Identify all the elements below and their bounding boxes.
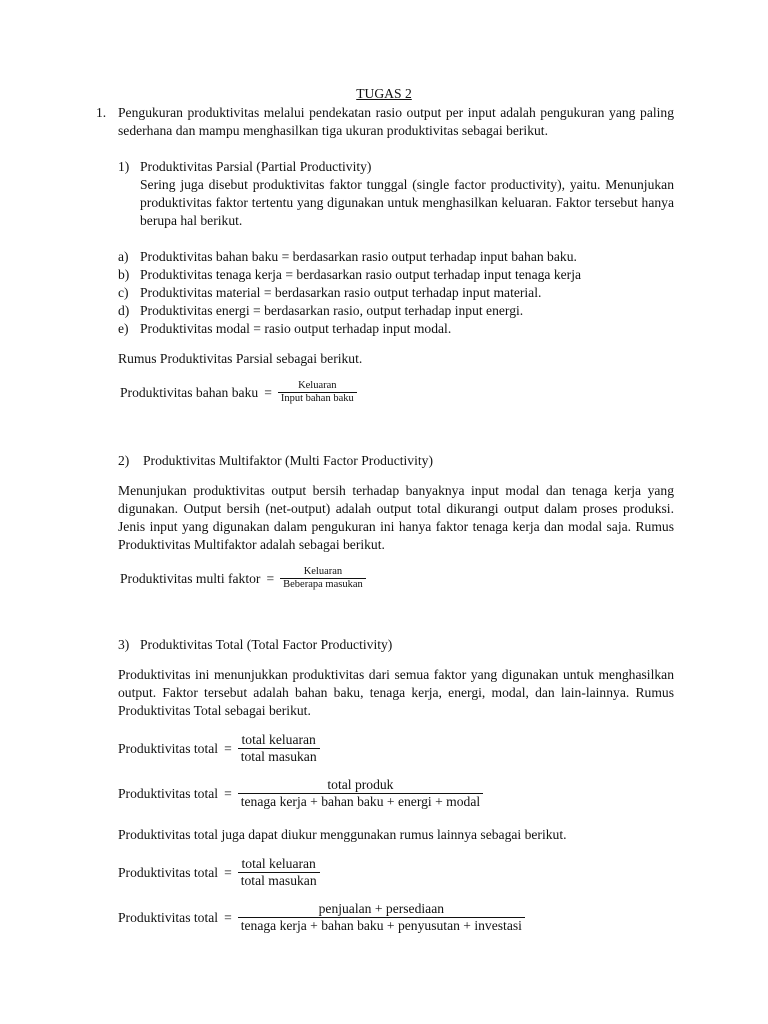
formula-lhs: Produktivitas total — [118, 740, 219, 756]
equals-sign: = — [224, 864, 232, 880]
equals-sign: = — [266, 570, 275, 586]
section-number: 1) — [118, 159, 130, 174]
fraction — [238, 901, 525, 934]
formula-lhs: Produktivitas total — [118, 864, 219, 880]
fraction — [238, 732, 320, 765]
formula-total-3 — [118, 856, 320, 889]
formula-lhs: Produktivitas bahan baku — [120, 384, 259, 400]
equals-sign: = — [224, 909, 232, 925]
formula-total-4 — [118, 901, 525, 934]
formula-intro: Rumus Produktivitas Parsial sebagai berikut. — [118, 351, 363, 366]
section-description: Menunjukan produktivitas output bersih terhadap banyaknya input modal dan tenaga kerja yang digunakan. Output bersih (net-output) adalah output total dikurangi output dalam proses produksi. Jenis input yang digunakan dalam pengukuran ini hanya faktor tenaga kerja dan modal saja. Rumus Produktivitas Multifaktor adalah sebagai berikut. — [118, 483, 674, 552]
fraction-numerator: Keluaran — [298, 380, 337, 391]
list-marker: e) — [118, 321, 129, 336]
question-text: Pengukuran produktivitas melalui pendekatan rasio output per input adalah pengukuran yang paling sederhana dan mampu menghasilkan tiga ukuran produktivitas sebagai berikut. — [118, 105, 674, 138]
section-number: 2) — [118, 453, 130, 468]
formula-total-1 — [118, 732, 320, 765]
fraction-denominator: total masukan — [240, 749, 317, 764]
fraction — [238, 777, 483, 810]
formula-multifactor — [120, 566, 366, 591]
section-heading: Produktivitas Multifaktor (Multi Factor Productivity) — [143, 453, 433, 468]
fraction — [238, 856, 320, 889]
fraction-denominator: Input bahan baku — [280, 393, 354, 404]
fraction-numerator: total keluaran — [241, 856, 316, 871]
fraction — [278, 380, 357, 405]
formula-total-2 — [118, 777, 483, 810]
list-marker: c) — [118, 285, 129, 300]
list-marker: a) — [118, 249, 129, 264]
fraction-numerator: total produk — [327, 777, 394, 792]
question-number: 1. — [96, 105, 107, 120]
section-heading: Produktivitas Parsial (Partial Productivity) — [140, 159, 372, 174]
list-item: Produktivitas tenaga kerja = berdasarkan rasio output terhadap input tenaga kerja — [140, 267, 582, 282]
list-item: Produktivitas modal = rasio output terhadap input modal. — [140, 321, 452, 336]
equals-sign: = — [224, 785, 232, 801]
fraction-denominator: tenaga kerja + bahan baku + penyusutan + investasi — [240, 918, 522, 933]
section-description: Sering juga disebut produktivitas faktor tunggal (single factor productivity), yaitu. Menunjukan produktivitas faktor tertentu yang digunakan untuk menghasilkan keluaran. Faktor tersebut hanya berupa hal berikut. — [140, 177, 674, 228]
section-heading: Produktivitas Total (Total Factor Productivity) — [140, 637, 393, 652]
page-title: TUGAS 2 — [356, 86, 412, 101]
fraction-numerator: Keluaran — [303, 566, 343, 577]
fraction-numerator: penjualan + persediaan — [318, 901, 445, 916]
fraction-numerator: total keluaran — [241, 732, 316, 747]
section-description: Produktivitas ini menunjukkan produktivitas dari semua faktor yang digunakan untuk menghasilkan output. Faktor tersebut adalah bahan baku, tenaga kerja, energi, modal, dan lain-lainnya. Rumus Produktivitas Total sebagai berikut. — [118, 667, 674, 718]
fraction-denominator: total masukan — [240, 873, 317, 888]
formula-lhs: Produktivitas total — [118, 785, 219, 801]
list-marker: b) — [118, 267, 130, 282]
equals-sign: = — [224, 740, 232, 756]
fraction — [280, 566, 366, 591]
formula-lhs: Produktivitas multi faktor — [120, 570, 261, 586]
list-marker: d) — [118, 303, 130, 318]
fraction-denominator: tenaga kerja + bahan baku + energi + modal — [240, 794, 481, 809]
list-item: Produktivitas material = berdasarkan rasio output terhadap input material. — [140, 285, 542, 300]
formula-partial — [120, 380, 357, 405]
fraction-denominator: Beberapa masukan — [283, 579, 363, 590]
formula-intro: Produktivitas total juga dapat diukur menggunakan rumus lainnya sebagai berikut. — [118, 827, 567, 842]
list-item: Produktivitas bahan baku = berdasarkan rasio output terhadap input bahan baku. — [140, 249, 577, 264]
equals-sign: = — [264, 384, 272, 400]
formula-lhs: Produktivitas total — [118, 909, 219, 925]
section-number: 3) — [118, 637, 130, 652]
list-item: Produktivitas energi = berdasarkan rasio, output terhadap input energi. — [140, 303, 524, 318]
